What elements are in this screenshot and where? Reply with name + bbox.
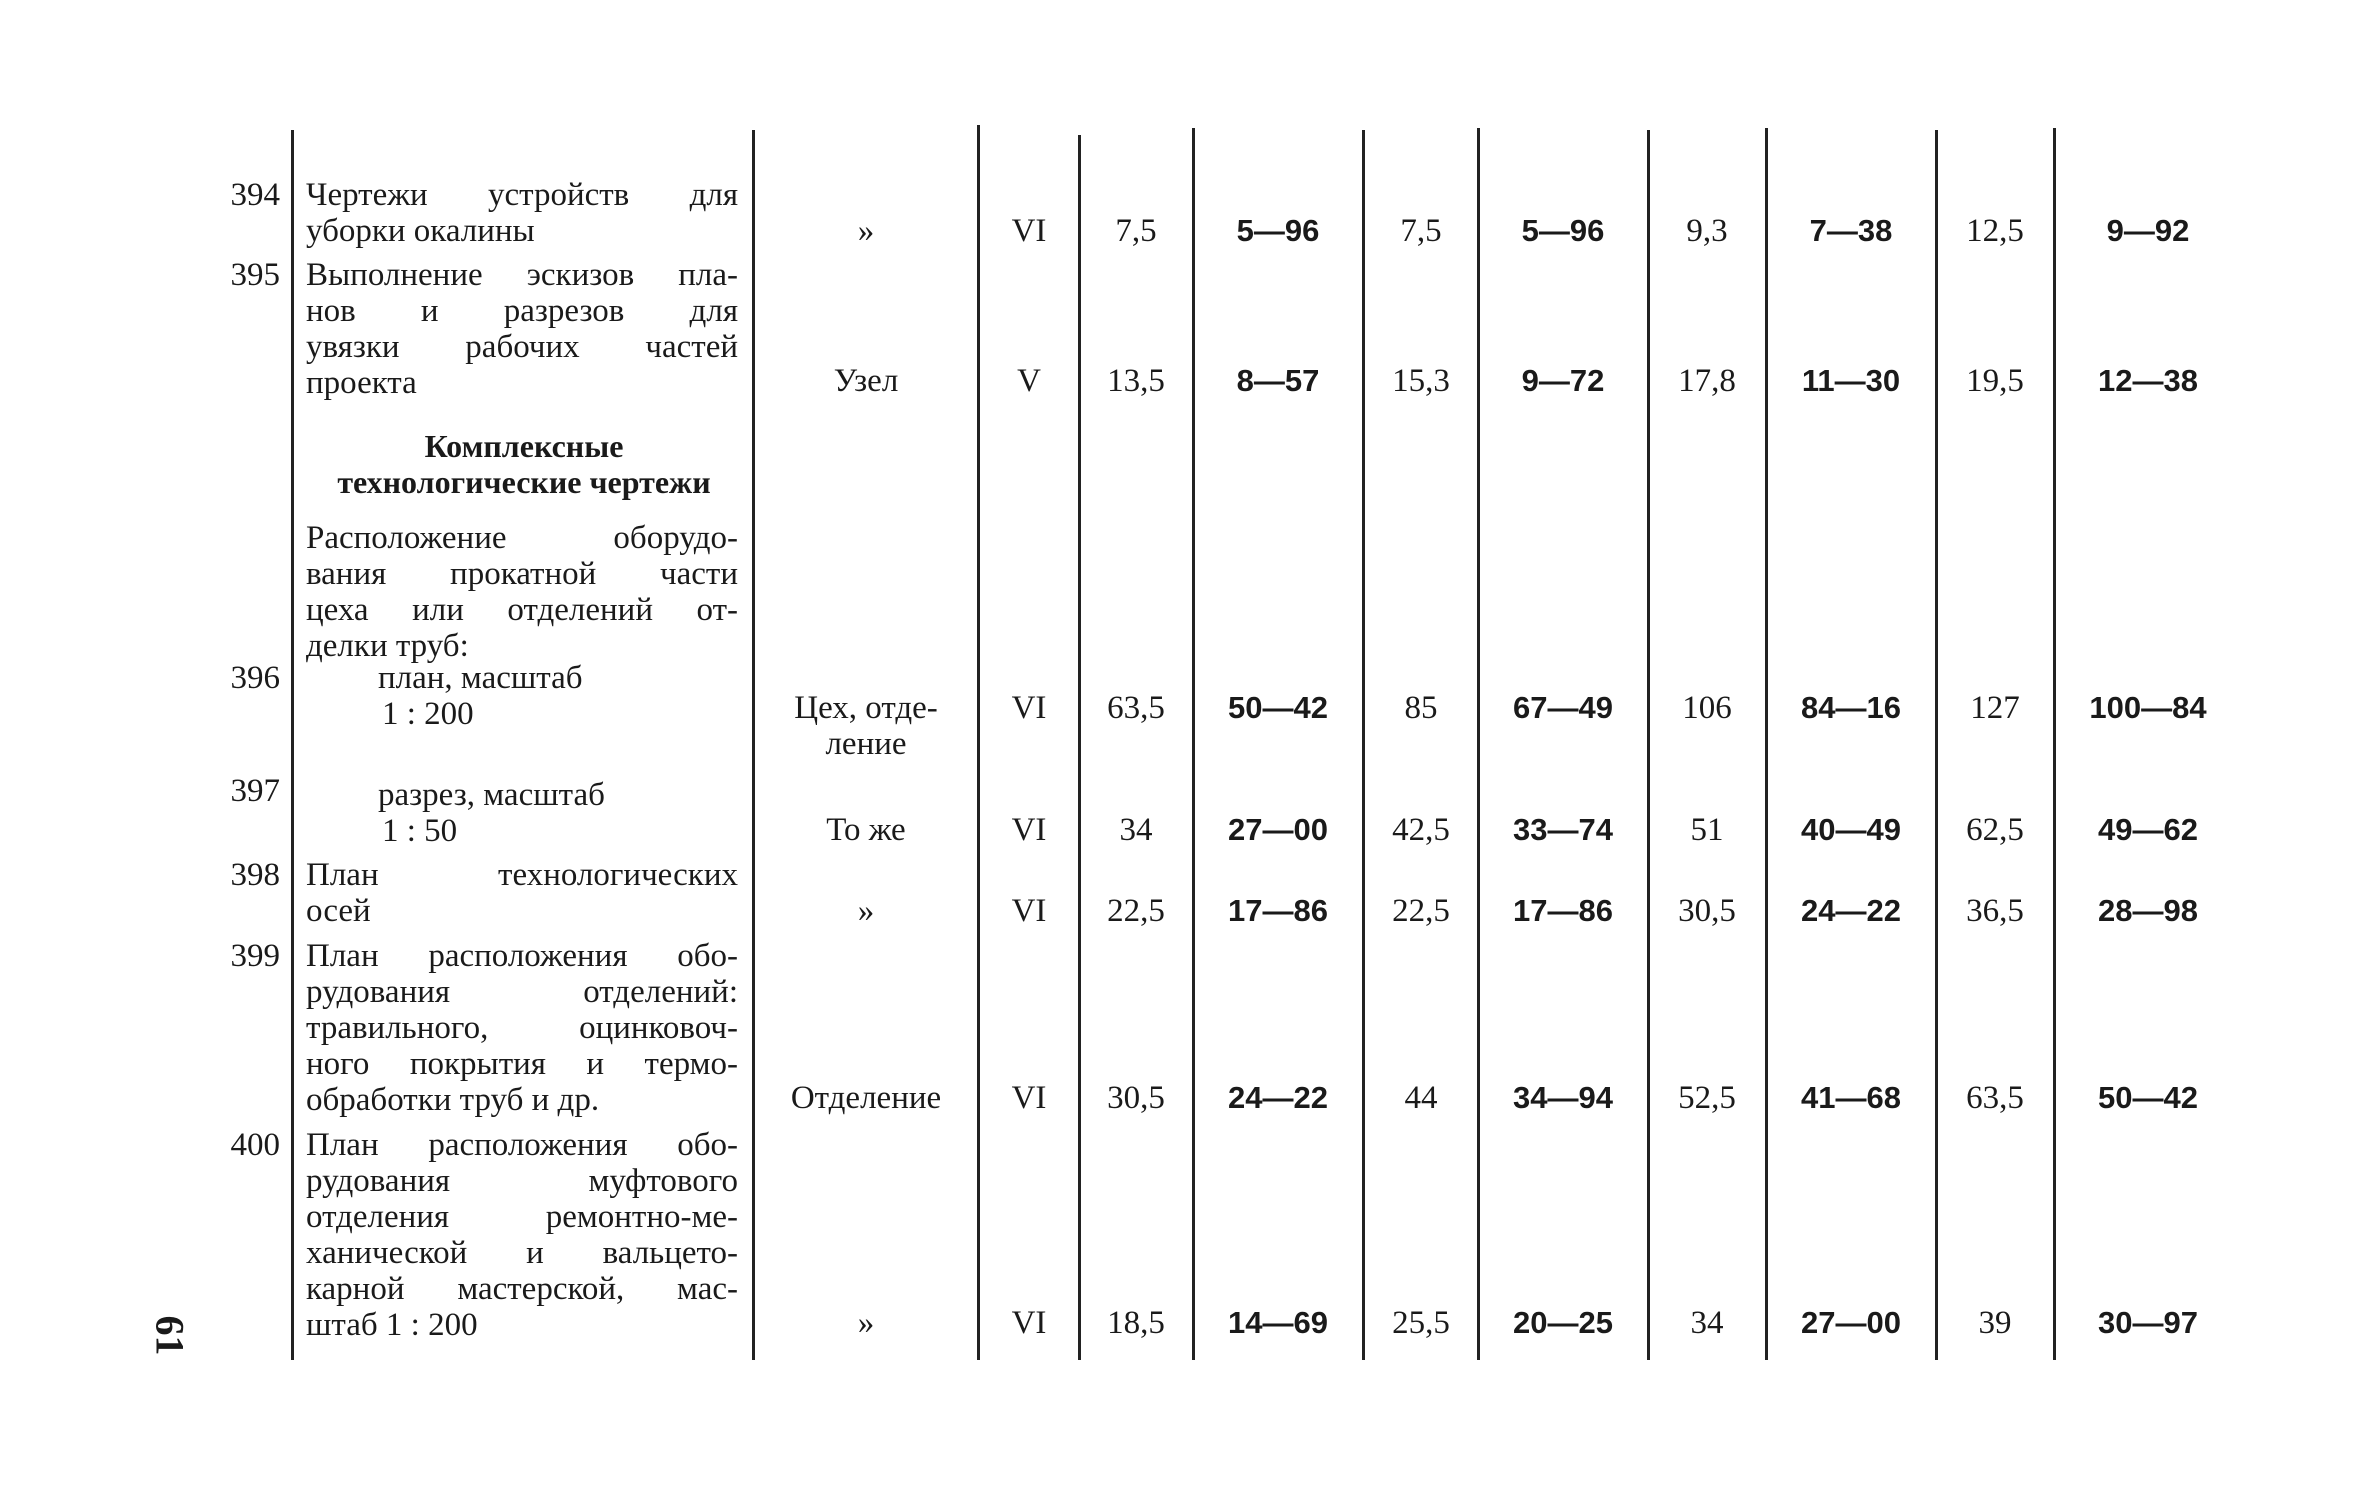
cell-p2: 20—25 <box>1513 1305 1613 1340</box>
desc-line: карной мастерской, мас- <box>306 1271 738 1307</box>
cell-v2: 15,3 <box>1392 363 1450 399</box>
cell-p3: 41—68 <box>1801 1080 1901 1115</box>
cell-unit: » <box>857 893 875 929</box>
desc-line: травильного, оцинковоч- <box>306 1010 738 1046</box>
cell-v4: 36,5 <box>1966 893 2024 929</box>
cell-p2: 9—72 <box>1521 363 1605 398</box>
desc-line: рудования отделений: <box>306 974 738 1010</box>
cell-p1: 8—57 <box>1236 363 1320 398</box>
rule-v4-col <box>2053 128 2056 1360</box>
cell-p4: 30—97 <box>2098 1305 2198 1340</box>
section-heading-line: технологические чертежи <box>337 464 711 500</box>
cell-v2: 22,5 <box>1392 893 1450 929</box>
page-number: 61 <box>147 1315 193 1356</box>
cell-v4: 12,5 <box>1966 213 2024 249</box>
cell-unit: Отделение <box>790 1080 942 1116</box>
rule-v3-col <box>1765 128 1768 1360</box>
desc-line: Расположение оборудо- <box>306 520 738 556</box>
cell-p4: 28—98 <box>2098 893 2198 928</box>
cell-unit: Узел <box>833 363 899 399</box>
cell-p4: 100—84 <box>2089 690 2207 725</box>
cell-p3: 40—49 <box>1801 812 1901 847</box>
desc-line: Выполнение эскизов пла- <box>306 257 738 293</box>
rule-unit-col <box>977 125 980 1360</box>
row-description <box>306 1127 738 1343</box>
desc-line: Чертежи устройств для <box>306 177 738 213</box>
desc-line: План расположения обо- <box>306 938 738 974</box>
cell-p2: 67—49 <box>1513 690 1613 725</box>
row-description <box>306 177 738 249</box>
cell-v2: 25,5 <box>1392 1305 1450 1341</box>
cell-p1: 24—22 <box>1228 1080 1328 1115</box>
row-description <box>306 520 738 664</box>
cell-v2: 44 <box>1404 1080 1438 1116</box>
cell-v4: 63,5 <box>1966 1080 2024 1116</box>
cell-v1: 63,5 <box>1107 690 1165 726</box>
cell-p4: 9—92 <box>2106 213 2190 248</box>
cell-v3: 17,8 <box>1678 363 1736 399</box>
rule-desc-col <box>752 130 755 1360</box>
cell-p1: 17—86 <box>1228 893 1328 928</box>
cell-v1: 30,5 <box>1107 1080 1165 1116</box>
cell-p1: 14—69 <box>1228 1305 1328 1340</box>
row-description <box>378 777 738 849</box>
cell-v2: 85 <box>1404 690 1438 726</box>
rule-v1-col <box>1192 128 1195 1360</box>
desc-line: План технологических <box>306 857 738 893</box>
cell-p4: 49—62 <box>2098 812 2198 847</box>
cell-v3: 106 <box>1682 690 1732 726</box>
cell-unit: » <box>857 1305 875 1341</box>
row-number: 400 <box>230 1127 280 1163</box>
row-number: 397 <box>230 773 280 809</box>
cell-v4: 39 <box>1978 1305 2012 1341</box>
desc-line: обработки труб и др. <box>306 1082 600 1118</box>
cell-p3: 27—00 <box>1801 1305 1901 1340</box>
cell-v3: 51 <box>1690 812 1724 848</box>
desc-line: штаб 1 : 200 <box>306 1307 478 1343</box>
desc-line: нов и разрезов для <box>306 293 738 329</box>
desc-line: цеха или отделений от- <box>306 592 738 628</box>
rule-p3-col <box>1935 130 1938 1360</box>
cell-v4: 62,5 <box>1966 812 2024 848</box>
cell-unit: Цех, отде- ление <box>794 690 938 762</box>
cell-p3: 7—38 <box>1809 213 1893 248</box>
cell-cat: VI <box>1011 1305 1047 1341</box>
rule-v2-col <box>1477 128 1480 1360</box>
desc-line: увязки рабочих частей <box>306 329 738 365</box>
section-heading-line: Комплексные <box>424 428 624 464</box>
cell-cat: VI <box>1011 213 1047 249</box>
cell-p4: 12—38 <box>2098 363 2198 398</box>
cell-v3: 52,5 <box>1678 1080 1736 1116</box>
cell-p2: 34—94 <box>1513 1080 1613 1115</box>
rule-p1-col <box>1362 130 1365 1360</box>
cell-v2: 42,5 <box>1392 812 1450 848</box>
cell-p3: 84—16 <box>1801 690 1901 725</box>
row-number: 398 <box>230 857 280 893</box>
cell-p1: 27—00 <box>1228 812 1328 847</box>
cell-cat: VI <box>1011 690 1047 726</box>
rule-number-col <box>291 130 294 1360</box>
cell-unit: » <box>857 213 875 249</box>
cell-v3: 30,5 <box>1678 893 1736 929</box>
cell-cat: VI <box>1011 1080 1047 1116</box>
row-description <box>306 257 738 401</box>
cell-p2: 17—86 <box>1513 893 1613 928</box>
desc-line: План расположения обо- <box>306 1127 738 1163</box>
cell-p1: 50—42 <box>1228 690 1328 725</box>
cell-v1: 22,5 <box>1107 893 1165 929</box>
cell-p3: 11—30 <box>1801 363 1901 398</box>
desc-line: осей <box>306 893 371 929</box>
desc-line: рудования муфтового <box>306 1163 738 1199</box>
row-number: 395 <box>230 257 280 293</box>
cell-unit: То же <box>826 812 906 848</box>
cell-cat: VI <box>1011 893 1047 929</box>
cell-v1: 13,5 <box>1107 363 1165 399</box>
rule-p2-col <box>1647 130 1650 1360</box>
desc-line: ного покрытия и термо- <box>306 1046 738 1082</box>
row-number: 394 <box>230 177 280 213</box>
section-heading <box>300 428 748 500</box>
desc-line: делки труб: <box>306 628 469 664</box>
cell-p4: 50—42 <box>2098 1080 2198 1115</box>
row-description <box>378 660 738 732</box>
cell-p3: 24—22 <box>1801 893 1901 928</box>
cell-v1: 34 <box>1119 812 1153 848</box>
desc-line: план, масштаб <box>378 660 583 696</box>
desc-line: 1 : 50 <box>382 813 458 849</box>
row-description <box>306 857 738 929</box>
desc-line: ханической и вальцето- <box>306 1235 738 1271</box>
desc-line: разрез, масштаб <box>378 777 605 813</box>
desc-line: уборки окалины <box>306 213 535 249</box>
desc-line: 1 : 200 <box>382 696 474 732</box>
cell-v2: 7,5 <box>1400 213 1442 249</box>
cell-v4: 127 <box>1970 690 2020 726</box>
desc-line: отделения ремонтно-ме- <box>306 1199 738 1235</box>
cell-cat: VI <box>1011 812 1047 848</box>
row-number: 399 <box>230 938 280 974</box>
desc-line: вания прокатной части <box>306 556 738 592</box>
desc-line: проекта <box>306 365 417 401</box>
cell-v1: 7,5 <box>1115 213 1157 249</box>
cell-p1: 5—96 <box>1236 213 1320 248</box>
cell-p2: 5—96 <box>1521 213 1605 248</box>
cell-v4: 19,5 <box>1966 363 2024 399</box>
rule-cat-col <box>1078 135 1081 1360</box>
cell-v1: 18,5 <box>1107 1305 1165 1341</box>
cell-v3: 9,3 <box>1686 213 1728 249</box>
cell-p2: 33—74 <box>1513 812 1613 847</box>
cell-v3: 34 <box>1690 1305 1724 1341</box>
cell-cat: V <box>1017 363 1041 399</box>
row-description <box>306 938 738 1118</box>
row-number: 396 <box>230 660 280 696</box>
